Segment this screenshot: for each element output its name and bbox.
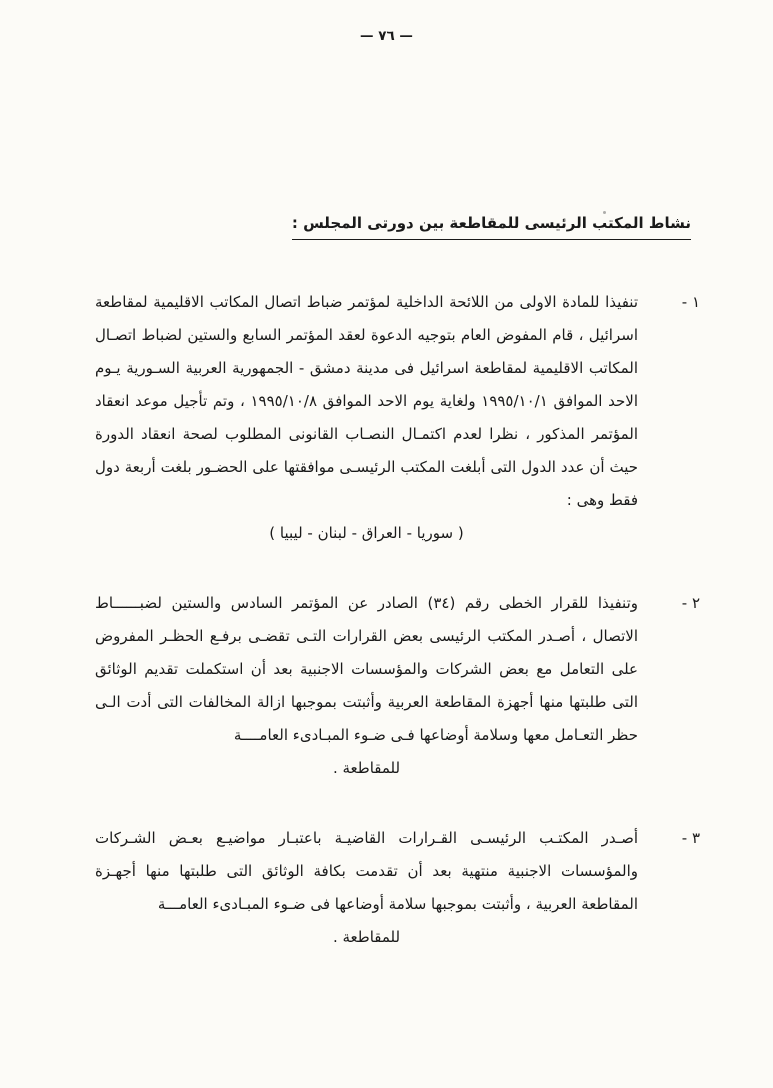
page-number: — ٧٦ — (360, 28, 413, 44)
paragraph-3 (95, 822, 700, 954)
page-title: نشاط المكتب الرئيسى للمقاطعة بين دورتى المجلس : (292, 214, 691, 240)
paragraph-2 (95, 587, 700, 785)
paragraph-1-body (95, 286, 638, 550)
title-row (0, 214, 691, 240)
document-body (95, 286, 700, 954)
paragraph-3-text: أصـدر المكتـب الرئيسـى القـرارات القاضيـة باعتبـار مواضيـع بعـض الشـركات والمؤسسات الاجنبية منتهية بعد أن تقدمت بكافة الوثائق التى طلبتها منها أجهـزة المقاطعة العربية ، وأثبتت بموجبها سلامة أوضاعها فى ضـوء المبـادىء العامـــة (95, 829, 638, 913)
paragraph-2-number: ٢ - (681, 594, 700, 612)
paragraph-1-number: ١ - (681, 293, 700, 311)
paragraph-2-tail: للمقاطعة . (332, 759, 401, 777)
paragraph-1 (95, 286, 700, 550)
paragraph-2-text: وتنفيذا للقرار الخطى رقم (٣٤) الصادر عن المؤتمر السادس والستين لضبــــــاط الاتصال ، أصـدر المكتب الرئيسى بعض القرارات التـى تقضـى برفـع الحظـر المفروض على التعامل مع بعض الشركات والمؤسسات الاجنبية بعد أن استكملت تقديم الوثائق التى طلبتها منها أجهزة المقاطعة العربية وأثبتت بموجبها ازالة المخالفات التى أدت الـى حظر التعـامل معها وسلامة أوضاعها فـى ضـوء المبـادىء العامــــة (95, 594, 638, 744)
paragraph-1-text: تنفيذا للمادة الاولى من اللائحة الداخلية لمؤتمر ضباط اتصال المكاتب الاقليمية لمقاطعة اسرائيل ، قام المفوض العام بتوجيه الدعوة لعقد المؤتمر السابع والستين لضباط اتصـال المكاتب الاقليمية لمقاطعة اسرائيل فى مدينة دمشق - الجمهورية العربية السـورية يـوم الاحد الموافق ١٩٩٥/١٠/١ ولغاية يوم الاحد الموافق ١٩٩٥/١٠/٨ ، وتم تأجيل موعد انعقاد المؤتمر المذكور ، نظرا لعدم اكتمـال النصـاب القانونى المطلوب لصحة انعقاد الدورة حيث أن عدد الدول التى أبلغت المكتب الرئيسـى موافقتها على الحضـور بلغت أربعة دول فقط وهى : (95, 293, 638, 509)
paragraph-1-tail: ( سوريا - العراق - لبنان - ليبيا ) (269, 524, 464, 542)
paragraph-3-body (95, 822, 638, 954)
paragraph-3-tail: للمقاطعة . (332, 928, 401, 946)
scan-speck (603, 211, 606, 214)
paragraph-3-number: ٣ - (681, 829, 700, 847)
paragraph-2-body (95, 587, 638, 785)
